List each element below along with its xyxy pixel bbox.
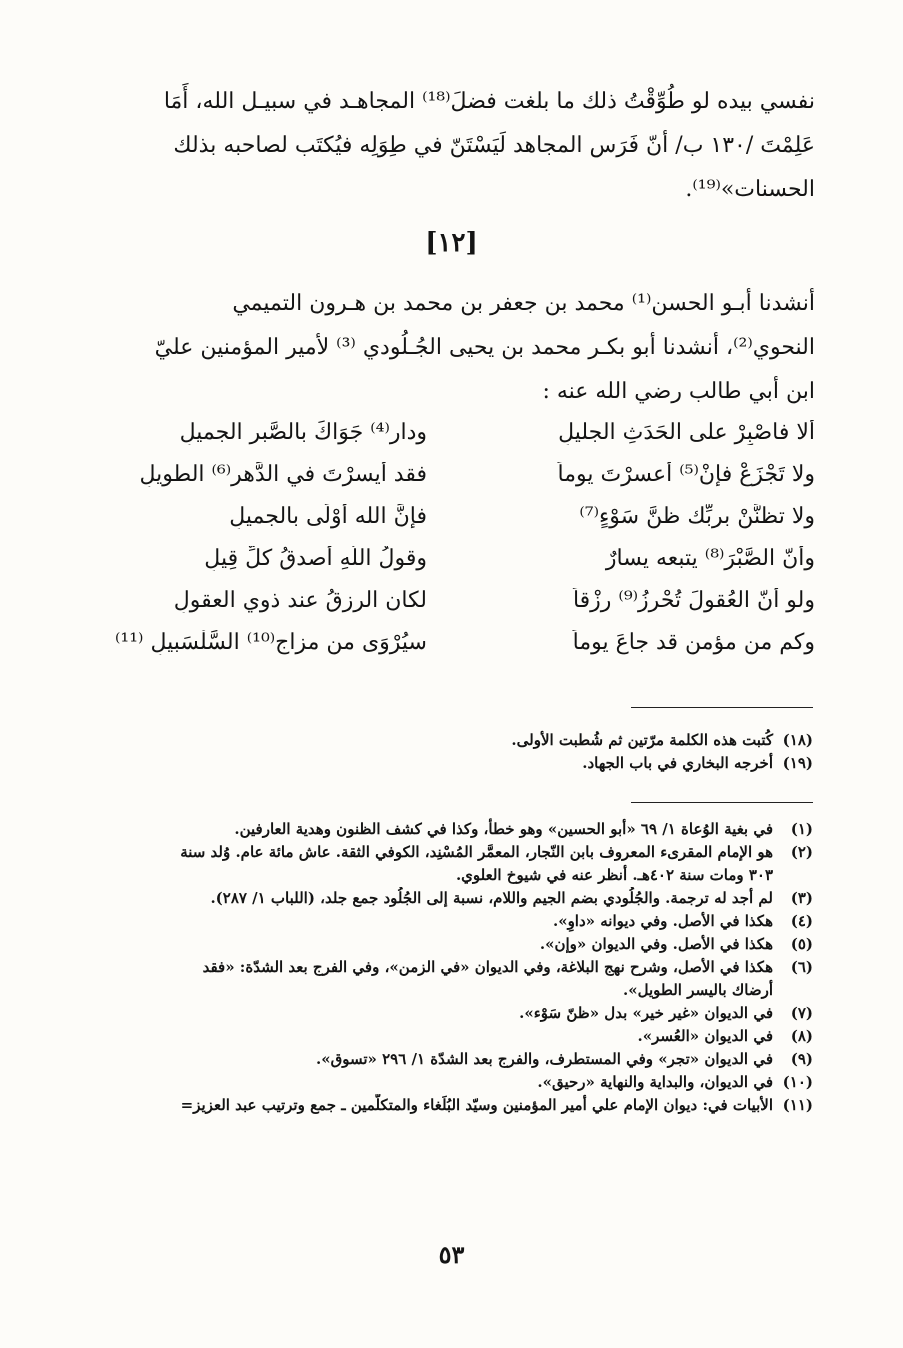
section-number: [١٢] — [425, 228, 478, 258]
page-number: ٥٣ — [438, 1240, 465, 1269]
footnote-divider — [631, 802, 813, 803]
verse-first-hemistich: وأنّ الصَّبْرَ⁽⁸⁾ يتبعه يسارٌ — [605, 546, 815, 571]
footnote-continuation: أرضاك باليسر الطويل». — [623, 981, 773, 999]
verse — [87, 546, 815, 588]
footnote — [83, 1048, 813, 1071]
footnote-number: (١١) — [782, 1096, 813, 1114]
footnote-number: (١٩) — [782, 754, 813, 772]
footnote-number: (١) — [790, 820, 813, 838]
footnote-text: كُتبت هذه الكلمة مرّتين ثم شُطبت الأولى. — [511, 731, 773, 749]
verse-second-hemistich: سيُرْوَى من مزاجِ⁽¹⁰⁾ السَّلْسَبيلِ ⁽¹¹⁾ — [115, 630, 427, 655]
footnote-text: هو الإمام المقرىء المعروف بابن النّجار، المعمَّر المُسْنِد، الكوفي الثقة. عاش مائة عام. وُلد سنة — [180, 843, 773, 861]
footnote-text: هكذا في الأصل. وفي ديوانه «داوِ». — [552, 912, 773, 930]
verse-second-hemistich: فقد أيسرْتَ في الدَّهرِ⁽⁶⁾ الطويلِ — [139, 462, 427, 487]
intro-paragraph — [87, 80, 815, 212]
verse — [87, 630, 815, 672]
footnote — [83, 933, 813, 956]
verse-second-hemistich: ودارِ⁽⁴⁾ جَوَاكَ بالصَّبرِ الجميلِ — [179, 420, 427, 445]
footnote-text: في الديوان، والبداية والنهاية «رحيق». — [537, 1073, 773, 1091]
footnotes — [83, 818, 813, 1117]
verse — [87, 462, 815, 504]
footnote-number: (٩) — [790, 1050, 813, 1068]
verse-first-hemistich: ولا تظنَّنْ بربِّك ظنَّ سَوْءٍ⁽⁷⁾ — [579, 504, 815, 529]
footnote — [83, 887, 813, 910]
footnote — [83, 1071, 813, 1094]
intro-line: الحسنات»⁽¹⁹⁾. — [685, 177, 815, 202]
footnote — [83, 1002, 813, 1025]
footnote — [83, 1025, 813, 1048]
verse — [87, 504, 815, 546]
footnote-number: (٨) — [790, 1027, 813, 1045]
footnote — [83, 841, 813, 864]
footnote-text: الأبيات في: ديوان الإمام علي أمير المؤمنين وسيّد البُلَغاء والمتكلّمين ـ جمع وترتيب عبد العزيز= — [180, 1096, 773, 1114]
footnote-continuation: ٣٠٣ ومات سنة ٤٠٢هـ. أنظر عنه في شيوخ العلوي. — [455, 866, 773, 884]
intro-line: عَلِمْتَ /١٣٠ ب/ أنّ فَرَس المجاهد لَيَسْتَنّ في طِوَلِه فيُكتَب لصاحبه بذلك — [173, 133, 815, 158]
footnote-text: في الديوان «تجر» وفي المستطرف، والفرج بعد الشدّة ١/ ٢٩٦ «تسوق». — [315, 1050, 773, 1068]
intro-line: نفسي بيده لو طُوِّقْتُ ذلك ما بلغت فضلَ⁽¹⁸⁾ المجاهـد في سبيـل الله، أَمَا — [163, 89, 815, 114]
footnote-text: في الديوان «العُسر». — [637, 1027, 773, 1045]
footnote-number: (١٨) — [782, 731, 813, 749]
verse — [87, 420, 815, 462]
narration-paragraph — [87, 282, 815, 414]
footnote-text: لم أجد له ترجمة. والجُلُودي بضم الجيم واللام، نسبة إلى الجُلُود جمع جلد، (اللباب ١/ ٢٨٧). — [210, 889, 773, 907]
verse-second-hemistich: وقولُ اللّهِ أصدقُ كلِّ قِيلِ — [204, 546, 427, 571]
verse-second-hemistich: لكان الرزقُ عند ذوي العقولِ — [173, 588, 427, 613]
footnote — [83, 729, 813, 752]
verse-first-hemistich: وكم من مؤمنٍ قد جاعَ يوماً — [572, 630, 815, 655]
narration-line: النحوي⁽²⁾، أنشدنا أبو بكـر محمد بن يحيى الجُـلُودي ⁽³⁾ لأمير المؤمنين عليّ — [154, 335, 815, 360]
footnote — [83, 956, 813, 979]
footnote-number: (١٠) — [782, 1073, 813, 1091]
poem — [87, 420, 815, 672]
footnote-text: أخرجه البخاري في باب الجهاد. — [582, 754, 773, 772]
footnote — [83, 910, 813, 933]
footnote — [83, 1094, 813, 1117]
footnote-number: (٦) — [790, 958, 813, 976]
footnote-number: (٢) — [790, 843, 813, 861]
footnote-number: (٣) — [790, 889, 813, 907]
narration-line: أنشدنا أبـو الحسن⁽¹⁾ محمد بن جعفر بن محمد بن هـرون التميمي — [232, 291, 815, 316]
narration-line: ابن أبي طالب رضي الله عنه : — [542, 379, 815, 404]
verse-first-hemistich: ألا فاصْبِرْ على الحَدَثِ الجليلِ — [558, 420, 815, 445]
footnote-text: هكذا في الأصل، وشرح نهج البلاغة، وفي الديوان «في الزمن»، وفي الفرج بعد الشدّة: «فقد — [202, 958, 773, 976]
footnote — [83, 752, 813, 775]
verse — [87, 588, 815, 630]
footnote-divider — [631, 707, 813, 708]
footnote — [83, 818, 813, 841]
footnote-number: (٧) — [790, 1004, 813, 1022]
footnote-number: (٥) — [790, 935, 813, 953]
footnote-text: في بغية الوُعاة ١/ ٦٩ «أبو الحسين» وهو خطأ، وكذا في كشف الظنون وهدية العارفين. — [234, 820, 773, 838]
verse-first-hemistich: ولو أنّ العُقولَ تُحْرِزُ⁽⁹⁾ رزْقاً — [572, 588, 815, 613]
previous-page-footnotes — [83, 729, 813, 775]
verse-first-hemistich: ولا تَجْزَعْ فإنْ⁽⁵⁾ أعسرْتَ يوماً — [557, 462, 815, 487]
footnote-text: في الديوان «غير خير» بدل «ظنّ سَوْء». — [519, 1004, 773, 1022]
verse-second-hemistich: فإنَّ الله أَوْلَى بالجميلِ — [229, 504, 427, 529]
footnote-text: هكذا في الأصل. وفي الديوان «وإن». — [539, 935, 773, 953]
footnote-number: (٤) — [790, 912, 813, 930]
